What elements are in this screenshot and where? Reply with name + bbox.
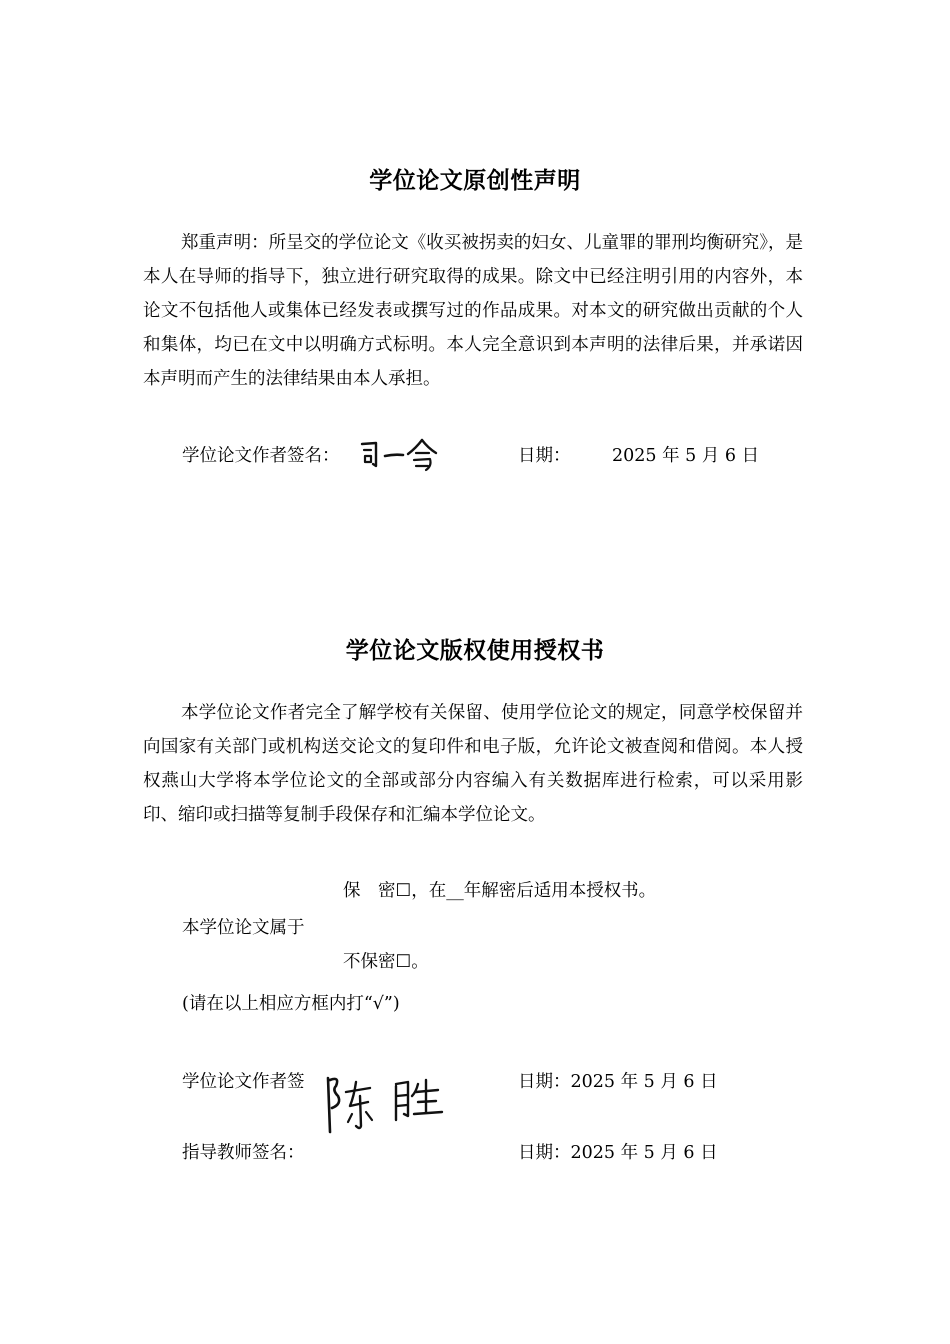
supervisor-sign-label: 指导教师签名： <box>182 1143 305 1163</box>
secret-option: 保 密☐，在__年解密后适用本授权书。 <box>343 881 657 901</box>
declaration-date-label: 日期： <box>518 446 571 466</box>
supervisor-date: 日期：2025 年 5 月 6 日 <box>518 1143 718 1163</box>
authorization-author-date: 日期：2025 年 5 月 6 日 <box>518 1072 718 1092</box>
declaration-title: 学位论文原创性声明 <box>369 168 581 194</box>
authorization-title: 学位论文版权使用授权书 <box>345 638 605 664</box>
author-signature-1 <box>356 436 442 476</box>
authorization-body: 本学位论文作者完全了解学校有关保留、使用学位论文的规定，同意学校保留并向国家有关部门或机构送交论文的复印件和电子版，允许论文被查阅和借阅。本人授权燕山大学将本学位论文的全部或部分内容编入有关数据库进行检索，可以采用影印、缩印或扫描等复制手段保存和汇编本学位论文。 <box>143 703 803 825</box>
author-signature-2 <box>318 1066 448 1138</box>
declaration-body: 郑重声明：所呈交的学位论文《收买被拐卖的妇女、儿童罪的罪刑均衡研究》，是本人在导师的指导下，独立进行研究取得的成果。除文中已经注明引用的内容外，本论文不包括他人或集体已经发表或撰写过的作品成果。对本文的研究做出贡献的个人和集体，均已在文中以明确方式标明。本人完全意识到本声明的法律后果，并承诺因本声明而产生的法律结果由本人承担。 <box>143 233 803 389</box>
checkmark-instruction: (请在以上相应方框内打“√”) <box>182 994 400 1014</box>
declaration-date-value: 2025 年 5 月 6 日 <box>612 446 760 466</box>
authorization-author-sign-label: 学位论文作者签 <box>182 1072 305 1092</box>
nonsecret-option: 不保密☐。 <box>343 952 429 972</box>
belongs-label: 本学位论文属于 <box>182 918 305 938</box>
declaration-author-sign-label: 学位论文作者签名： <box>182 446 340 466</box>
